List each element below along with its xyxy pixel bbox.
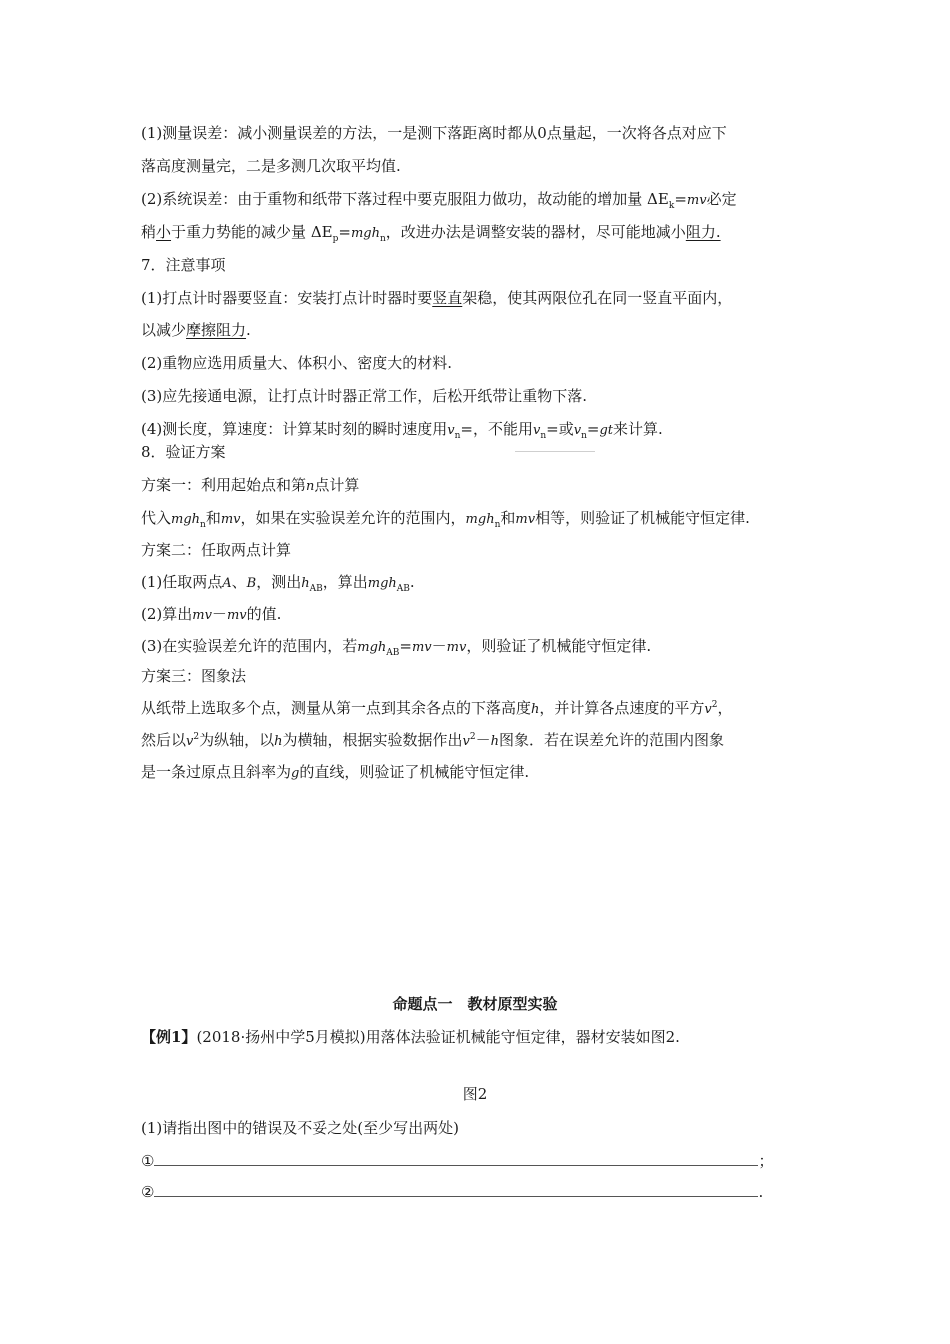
text-line: (1)测量误差：减小测量误差的方法，一是测下落距离时都从0点量起，一次将各点对应下 (141, 124, 727, 142)
answer-line-2: ② . (141, 1183, 764, 1201)
figure-caption: 图2 (462, 1085, 488, 1103)
text-line: (1)打点计时器要竖直：安装打点计时器时要竖直架稳，使其两限位孔在同一竖直平面内， (141, 289, 733, 307)
text-line: 方案一：利用起始点和第n点计算 (141, 476, 360, 494)
text-line: (2)系统误差：由于重物和纸带下落过程中要克服阻力做功，故动能的增加量 $\Delta E_k=mv$必定 (141, 190, 737, 211)
text-line: 然后以$v^2$为纵轴，以h为横轴，根据实验数据作出$v^2-h$图象．若在误差允许的范围内图象 (141, 731, 725, 749)
example-line: 【例1】(2018·扬州中学5月模拟)用落体法验证机械能守恒定律，器材安装如图2. (141, 1028, 680, 1046)
question-line: (1)请指出图中的错误及不妥之处(至少写出两处) (141, 1119, 459, 1137)
divider (515, 451, 595, 452)
text-line: (3)应先接通电源，让打点计时器正常工作，后松开纸带让重物下落. (141, 387, 588, 405)
answer-line-1: ① ； (141, 1152, 774, 1170)
text-line: 是一条过原点且斜率为g的直线，则验证了机械能守恒定律. (141, 763, 530, 781)
text-line: 以减少摩擦阻力. (141, 321, 251, 339)
section-title: 命题点一 教材原型实验 (392, 995, 558, 1013)
text-line: 稍小于重力势能的减少量 $\Delta E_p=mgh_n$，改进办法是调整安装的器材，尽可能地减小阻力. (141, 223, 721, 244)
answer-blank[interactable] (154, 1182, 758, 1197)
text-line: 方案二：任取两点计算 (141, 541, 292, 559)
text-line: (3)在实验误差允许的范围内，若mgh$_{AB}$=mv－mv，则验证了机械能守恒定律. (141, 637, 652, 658)
text-line: 从纸带上选取多个点，测量从第一点到其余各点的下落高度h，并计算各点速度的平方$v^2$， (141, 699, 733, 717)
text-line: (2)重物应选用质量大、体积小、密度大的材料. (141, 354, 453, 372)
text-line: (2)算出mv－mv的值. (141, 605, 282, 623)
section-heading: 7．注意事项 (141, 256, 226, 274)
text-line: 方案三：图象法 (141, 667, 247, 685)
text-line: (1)任取两点A、B，测出$h_{AB}$，算出mgh$_{AB}$. (141, 573, 415, 594)
text-line: 落高度测量完，二是多测几次取平均值. (141, 157, 401, 175)
answer-blank[interactable] (154, 1151, 758, 1166)
text-line: 代入mgh$_n$和mv，如果在实验误差允许的范围内，mgh$_n$和mv相等，则验证了机械能守恒定律. (141, 509, 750, 530)
section-heading: 8．验证方案 (141, 443, 226, 461)
text-line: (4)测长度，算速度：计算某时刻的瞬时速度用$v_n=$，不能用$v_n=$或$v_n=gt$来计算. (141, 420, 663, 441)
